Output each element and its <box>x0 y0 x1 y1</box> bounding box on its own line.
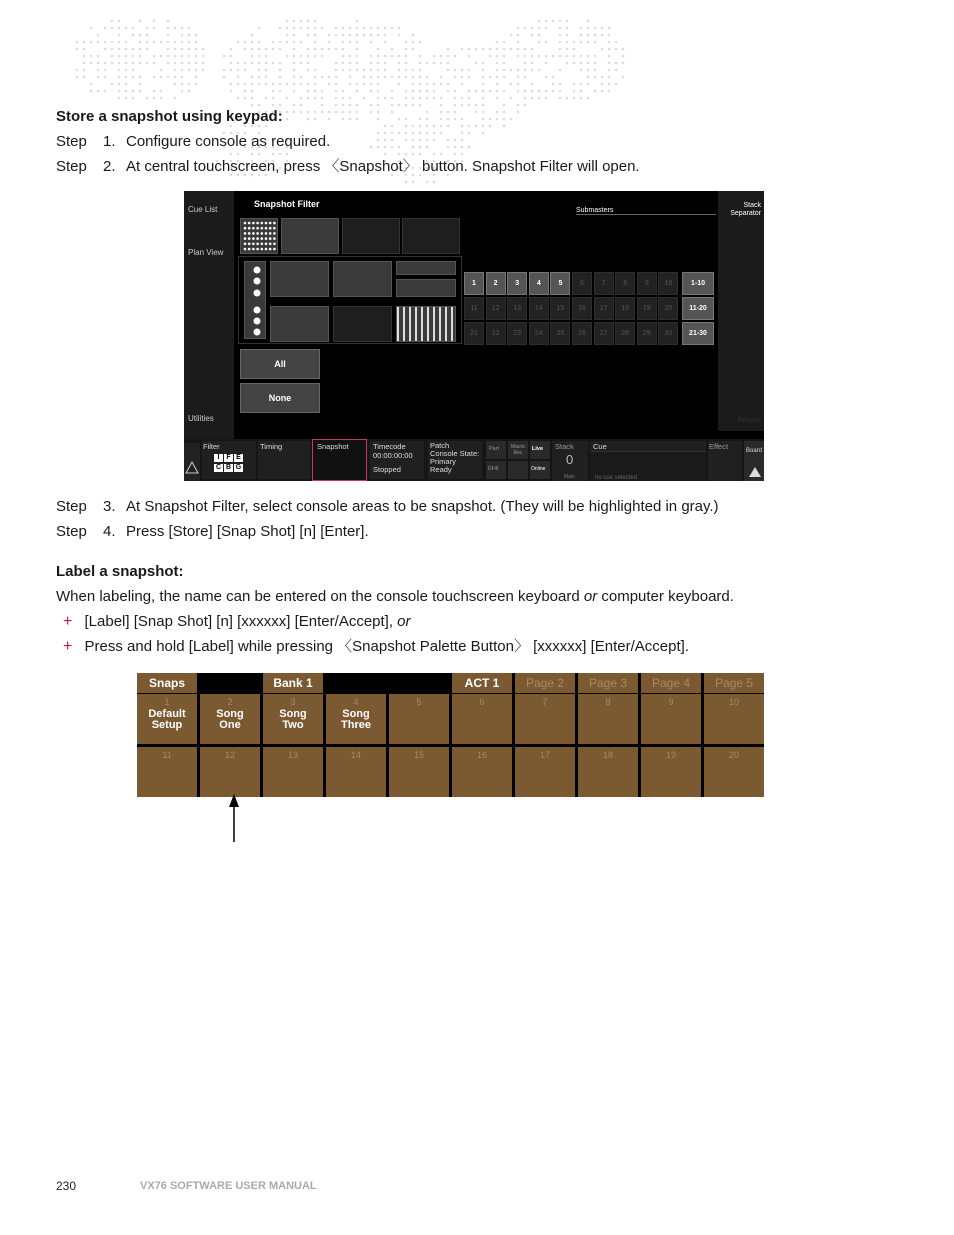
step-text: At Snapshot Filter, select console areas to be snapshot. (They will be highlighted in gray.) <box>126 498 719 515</box>
snapshot-cell[interactable] <box>704 694 764 744</box>
filter-label: Filter <box>203 442 220 451</box>
cell-number: 19 <box>665 750 676 760</box>
tab-bank-1[interactable]: Bank 1 <box>263 673 323 693</box>
dot-grid-icon <box>241 219 277 253</box>
filter-letter[interactable]: F <box>224 454 233 462</box>
macro-rec-button[interactable] <box>508 441 528 459</box>
submaster-button[interactable]: 7 <box>594 272 614 295</box>
step-label: Step <box>56 498 87 515</box>
left-toolbar-edge <box>184 443 200 481</box>
all-button[interactable]: All <box>240 349 320 379</box>
submaster-button[interactable]: 14 <box>529 297 549 320</box>
blank-button[interactable] <box>508 461 528 479</box>
label-intro <box>56 588 734 606</box>
cell-number: 13 <box>287 750 298 760</box>
cell-number: 18 <box>602 750 613 760</box>
timecode-status: Stopped <box>373 465 401 474</box>
submaster-button[interactable]: 22 <box>486 322 506 345</box>
timecode-label: Timecode <box>373 442 406 451</box>
filter-letter[interactable]: I <box>214 454 223 462</box>
stack-section <box>552 441 588 481</box>
snapshot-cell[interactable] <box>578 747 638 797</box>
filter-tile-8[interactable] <box>396 279 456 297</box>
filter-tile-5[interactable] <box>270 261 329 297</box>
step-text: Press [Store] [Snap Shot] [n] [Enter]. <box>126 523 369 540</box>
bullet-1-text: [Label] [Snap Shot] [n] [xxxxxx] [Enter/Accept], <box>84 613 398 630</box>
cell-number: 20 <box>728 750 739 760</box>
cell-number: 14 <box>350 750 361 760</box>
submaster-button[interactable]: 26 <box>572 322 592 345</box>
tab-snaps[interactable]: Snaps <box>137 673 197 693</box>
step-label: Step <box>56 158 87 175</box>
filter-letter[interactable]: C <box>215 464 222 471</box>
triangle-up-filled-icon[interactable] <box>748 466 762 478</box>
submaster-button[interactable]: 9 <box>637 272 657 295</box>
board-label: Board <box>746 448 763 454</box>
cell-label: Song <box>342 708 370 720</box>
submaster-button[interactable]: 20 <box>658 297 678 320</box>
step-number: 3. <box>103 498 116 515</box>
dfilt-label: DFilt <box>488 466 499 472</box>
bank-11-20[interactable]: 11-20 <box>682 297 714 320</box>
stack-value: 0 <box>566 452 574 467</box>
cell-number: 7 <box>542 697 548 707</box>
cell-number: 8 <box>605 697 611 707</box>
submaster-button[interactable]: 8 <box>615 272 635 295</box>
manual-title: VX76 SOFTWARE USER MANUAL <box>140 1180 317 1192</box>
bank-21-30[interactable]: 21-30 <box>682 322 714 345</box>
submaster-button[interactable]: 10 <box>658 272 678 295</box>
submaster-button[interactable]: 1 <box>464 272 484 295</box>
filter-letter[interactable]: G <box>235 464 242 471</box>
filter-tile-7[interactable] <box>396 261 456 275</box>
dfilt-button[interactable] <box>486 461 506 479</box>
step-3 <box>56 498 856 516</box>
arrow-up-icon <box>226 794 242 844</box>
resync-label[interactable]: Resync <box>737 417 761 424</box>
indicator-dots-icon <box>245 262 265 338</box>
cell-label: Two <box>282 719 304 731</box>
snapshot-cell[interactable] <box>326 747 386 797</box>
snapshot-cell[interactable] <box>515 694 575 744</box>
patch-label: Patch <box>430 441 450 450</box>
filter-tile-faders[interactable] <box>396 306 456 342</box>
effect-label: Effect <box>709 442 729 451</box>
filter-tile-4[interactable] <box>402 218 460 254</box>
snapshot-cell[interactable] <box>578 694 638 744</box>
submaster-button[interactable]: 5 <box>550 272 570 295</box>
page-number: 230 <box>56 1179 77 1193</box>
cell-number: 1 <box>164 697 170 707</box>
cue-section <box>590 441 706 481</box>
filter-tile-dots[interactable] <box>240 218 278 254</box>
submaster-button[interactable]: 2 <box>486 272 506 295</box>
snapshot-cell[interactable] <box>263 694 323 744</box>
filter-tile-3[interactable] <box>342 218 400 254</box>
cell-number: 12 <box>224 750 235 760</box>
snapshot-cell[interactable] <box>452 747 512 797</box>
cell-number: 3 <box>290 697 296 707</box>
store-snapshot-heading: Store a snapshot using keypad: <box>56 108 283 125</box>
snapshot-cell[interactable] <box>200 694 260 744</box>
part-label: Part <box>489 446 500 452</box>
bank-1-10[interactable]: 1-10 <box>682 272 714 295</box>
filter-tile-6[interactable] <box>333 261 392 297</box>
submaster-button[interactable]: 28 <box>615 322 635 345</box>
ready-label: Ready <box>430 465 452 474</box>
right-sidebar <box>718 191 764 431</box>
tab-page-3[interactable]: Page 3 <box>578 673 638 693</box>
cell-number: 15 <box>413 750 424 760</box>
side-label-plan-view[interactable]: Plan View <box>188 248 224 257</box>
cell-label: Song <box>279 708 307 720</box>
no-cue-selected: no cue selected <box>595 475 638 481</box>
submaster-button[interactable]: 18 <box>615 297 635 320</box>
filter-tile-2[interactable] <box>281 218 339 254</box>
snapshot-label: Snapshot <box>317 442 349 451</box>
cell-number: 11 <box>162 750 172 760</box>
bullet-1-or: or <box>397 613 411 630</box>
stack-label: Stack <box>555 442 574 451</box>
step-label: Step <box>56 133 87 150</box>
snapshot-cell[interactable] <box>389 747 449 797</box>
snapshot-cell[interactable] <box>137 694 197 744</box>
online-button[interactable] <box>530 461 550 479</box>
cell-label: One <box>219 719 241 731</box>
intro-or: or <box>583 588 598 605</box>
label-snapshot-heading: Label a snapshot: <box>56 563 184 580</box>
tab-act-1[interactable]: ACT 1 <box>452 673 512 693</box>
submaster-button[interactable]: 24 <box>529 322 549 345</box>
intro-text-a: When labeling, the name can be entered on the console touchscreen keyboard <box>56 588 584 605</box>
snapshot-cell[interactable] <box>263 747 323 797</box>
cell-number: 6 <box>479 697 485 707</box>
submaster-button[interactable]: 27 <box>594 322 614 345</box>
timecode-value: 00:00:00:00 <box>373 451 413 460</box>
timing-label: Timing <box>260 442 283 451</box>
filter-letter[interactable]: B <box>225 464 232 471</box>
submaster-button[interactable]: 29 <box>637 322 657 345</box>
snapshot-cell[interactable] <box>389 694 449 744</box>
macro-rec-label: Macro Rec <box>511 444 525 456</box>
submaster-button[interactable]: 12 <box>486 297 506 320</box>
snaps-palette-screenshot <box>137 673 764 797</box>
timing-section[interactable] <box>258 441 310 479</box>
triangle-up-icon[interactable] <box>185 461 199 475</box>
step-number: 4. <box>103 523 116 540</box>
live-button[interactable] <box>530 441 550 459</box>
online-label: Online <box>531 466 546 472</box>
cell-label: Song <box>216 708 244 720</box>
main-label: Main <box>564 474 575 480</box>
left-sidebar <box>184 191 234 439</box>
snapshot-cell[interactable] <box>452 694 512 744</box>
snapshot-cell[interactable] <box>515 747 575 797</box>
submaster-button[interactable]: 17 <box>594 297 614 320</box>
step-label: Step <box>56 523 87 540</box>
submaster-button[interactable]: 6 <box>572 272 592 295</box>
submaster-button[interactable]: 4 <box>529 272 549 295</box>
bottom-toolbar <box>184 439 764 481</box>
submaster-button[interactable]: 21 <box>464 322 484 345</box>
submaster-button[interactable]: 15 <box>550 297 570 320</box>
filter-letter[interactable]: E <box>234 454 243 462</box>
tab-page-2[interactable]: Page 2 <box>515 673 575 693</box>
snapshot-cell[interactable] <box>641 694 701 744</box>
submaster-button[interactable]: 25 <box>550 322 570 345</box>
filter-tile-10[interactable] <box>333 306 392 342</box>
plus-bullet-icon: + <box>63 638 73 655</box>
submaster-button[interactable]: 19 <box>637 297 657 320</box>
primary-label: Primary <box>430 457 456 466</box>
snapshot-button[interactable] <box>312 439 367 481</box>
cell-number: 10 <box>728 697 739 707</box>
step-2 <box>56 158 856 176</box>
stack-separator-label[interactable]: Stack Separator <box>730 202 761 217</box>
side-label-utilities[interactable]: Utilities <box>188 414 214 423</box>
cell-label: Setup <box>151 719 183 731</box>
cell-label: Default <box>148 708 186 720</box>
cell-number: 2 <box>227 697 233 707</box>
step-number: 1. <box>103 133 116 150</box>
submaster-button[interactable]: 30 <box>658 322 678 345</box>
cue-label: Cue <box>593 442 607 451</box>
part-button[interactable] <box>486 441 506 459</box>
live-label: Live <box>532 446 544 452</box>
bullet-2-text: Press and hold [Label] while pressing 〈Snapshot Palette Button〉 [xxxxxx] [Enter/Accept]. <box>84 638 689 655</box>
board-section[interactable] <box>744 441 764 481</box>
snapshot-cell[interactable] <box>641 747 701 797</box>
timecode-section <box>370 441 424 479</box>
cell-label: Three <box>341 719 371 731</box>
snapshot-cell[interactable] <box>200 747 260 797</box>
patch-section <box>428 441 482 479</box>
submaster-button[interactable]: 13 <box>507 297 527 320</box>
step-1 <box>56 133 856 151</box>
snapshot-cell[interactable] <box>137 747 197 797</box>
plus-bullet-icon: + <box>63 613 73 630</box>
cell-number: 5 <box>416 697 422 707</box>
effect-section <box>708 441 742 481</box>
step-text: Configure console as required. <box>126 133 331 150</box>
bullet-1 <box>63 613 411 631</box>
none-button[interactable]: None <box>240 383 320 413</box>
snapshot-filter-screenshot <box>184 191 764 481</box>
intro-text-b: computer keyboard. <box>597 588 734 605</box>
cell-number: 9 <box>668 697 674 707</box>
console-state-label: Console State: <box>430 449 480 458</box>
step-number: 2. <box>103 158 116 175</box>
filter-section[interactable] <box>202 441 256 479</box>
bullet-2 <box>63 638 689 656</box>
side-label-cue-list[interactable]: Cue List <box>188 205 218 214</box>
step-text: At central touchscreen, press 〈Snapshot〉 button. Snapshot Filter will open. <box>126 158 640 175</box>
step-4 <box>56 523 856 541</box>
snapshot-cell[interactable] <box>326 694 386 744</box>
cell-number: 17 <box>539 750 550 760</box>
filter-tile-9[interactable] <box>270 306 329 342</box>
tab-page-4[interactable]: Page 4 <box>641 673 701 693</box>
submasters-label: Submasters <box>576 207 716 215</box>
snapshot-filter-title: Snapshot Filter <box>254 199 320 209</box>
tab-page-5[interactable]: Page 5 <box>704 673 764 693</box>
submaster-button[interactable]: 3 <box>507 272 527 295</box>
filter-tile-indicators[interactable] <box>244 261 266 339</box>
submaster-button[interactable]: 11 <box>464 297 484 320</box>
submaster-button[interactable]: 23 <box>507 322 527 345</box>
snapshot-cell[interactable] <box>704 747 764 797</box>
submaster-button[interactable]: 16 <box>572 297 592 320</box>
cell-number: 4 <box>353 697 359 707</box>
cell-number: 16 <box>476 750 487 760</box>
